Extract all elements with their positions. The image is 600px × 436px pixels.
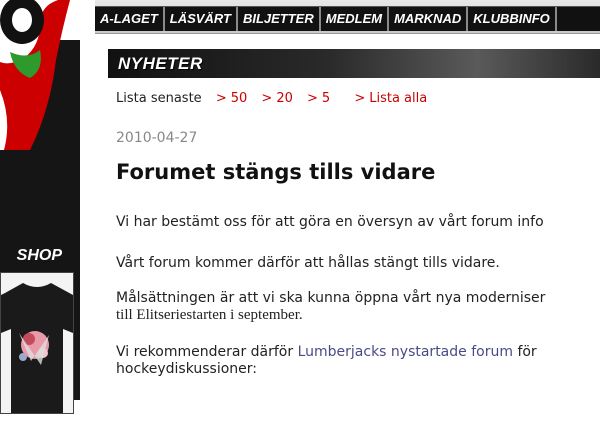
article-text: Vi rekommenderar därför [116,344,294,360]
club-logo-icon[interactable] [0,0,95,150]
arrow-icon: > [261,91,273,106]
article-paragraph [116,344,600,378]
article-paragraph [116,255,600,272]
article-text: hockeydiskussioner: [116,361,258,377]
arrow-icon: > [354,91,366,106]
news-header [108,49,600,78]
nav-item-a-laget[interactable]: A-LAGET [95,7,165,31]
list-label: Lista senaste [116,91,202,106]
shop-more-link[interactable]: »» [0,421,17,436]
shop-heading[interactable]: SHOP [16,247,62,264]
arrow-icon: > [307,91,318,106]
article-title: Forumet stängs tills vidare [116,160,436,184]
article-text: Vårt forum kommer därför att hållas stängt tills vidare. [116,255,500,271]
shop-tshirt-image[interactable] [0,272,74,414]
nav-item-marknad[interactable]: MARKNAD [389,7,468,31]
article-paragraph [116,214,600,231]
main-menu [95,6,600,31]
tshirt-icon [1,273,73,413]
nav-item-biljetter[interactable]: BILJETTER [238,7,321,31]
article-text: till Elitseriestarten i september. [116,307,303,323]
article-text: Vi har bestämt oss för att göra en översyn av vårt forum info [116,214,544,230]
arrow-icon: > [215,91,227,106]
list-50-link[interactable]: 50 [230,91,248,106]
nav-item-klubbinfo[interactable]: KLUBBINFO [468,7,557,31]
list-all-link[interactable]: Lista alla [369,91,428,106]
nav-item-medlem[interactable]: MEDLEM [321,7,389,31]
article-text: för [517,344,537,360]
article-date: 2010-04-27 [116,130,198,146]
article-text: Målsättningen är att vi ska kunna öppna vårt nya moderniser [116,290,546,306]
nav-item-lasvart[interactable]: LÄSVÄRT [165,7,238,31]
list-5-link[interactable]: 5 [321,91,331,106]
article-paragraph [116,290,600,324]
news-heading: NYHETER [118,54,203,73]
forum-link[interactable]: Lumberjacks nystartade forum [297,344,513,360]
top-navigation-bar [95,0,600,34]
list-controls [116,91,427,106]
list-20-link[interactable]: 20 [276,91,293,106]
